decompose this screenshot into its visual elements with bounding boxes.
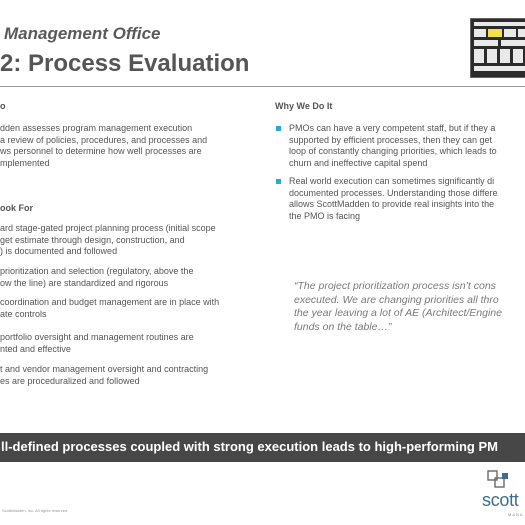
bullet-line: churn and ineffective capital spend bbox=[289, 157, 428, 168]
left-column-heading: o bbox=[0, 101, 6, 111]
scottmadden-logo-icon bbox=[487, 470, 517, 490]
title-divider bbox=[0, 86, 525, 87]
why-bullet bbox=[289, 176, 497, 222]
right-column-heading: Why We Do It bbox=[275, 101, 333, 111]
slide-title: 2: Process Evaluation bbox=[0, 50, 250, 77]
item-line: ow the line) are standardized and rigorous bbox=[0, 277, 169, 288]
logo-tagline: MANA bbox=[508, 512, 524, 517]
intro-line: ws personnel to determine how well processes are bbox=[0, 146, 202, 156]
look-for-item bbox=[0, 223, 216, 258]
bullet-line: loop of constantly changing priorities, which leads to bbox=[289, 146, 497, 156]
item-line: es are proceduralized and followed bbox=[0, 375, 140, 386]
key-message-banner bbox=[0, 433, 525, 462]
intro-line: dden assesses program management execution bbox=[0, 123, 193, 133]
quote-line: “The project prioritization process isn’t cons bbox=[294, 280, 496, 292]
why-bullet bbox=[289, 123, 497, 169]
item-line: coordination and budget management are in place with bbox=[0, 297, 220, 307]
bullet-marker-icon bbox=[276, 126, 281, 131]
item-line: nted and effective bbox=[0, 343, 71, 354]
bullet-line: supported by efficient processes, then they can get bbox=[289, 134, 492, 145]
look-for-heading: ook For bbox=[0, 203, 33, 213]
bullet-line: PMOs can have a very competent staff, but if they a bbox=[289, 123, 496, 133]
scottmadden-logo bbox=[482, 470, 525, 520]
bullet-line: Real world execution can sometimes significantly di bbox=[289, 176, 495, 186]
quote-line: executed. We are changing priorities all thro bbox=[294, 293, 499, 306]
look-for-item bbox=[0, 364, 208, 387]
look-for-item bbox=[0, 332, 194, 355]
bullet-line: allows ScottMadden to provide real insights into the bbox=[289, 199, 495, 209]
bullet-line: documented processes. Understanding those differe bbox=[289, 187, 498, 198]
intro-paragraph bbox=[0, 123, 207, 169]
copyright-notice: ScottMadden, Inc. All rights reserved. bbox=[2, 508, 69, 513]
item-line: ard stage-gated project planning process (initial scope bbox=[0, 223, 216, 233]
intro-line: a review of policies, procedures, and processes and bbox=[0, 134, 208, 145]
quote-line: funds on the table…” bbox=[294, 320, 392, 333]
quote-line: the year leaving a lot of AE (Architect/Engine bbox=[294, 307, 502, 319]
banner-text: ll-defined processes coupled with strong execution leads to high-performing PM bbox=[1, 439, 498, 454]
look-for-item bbox=[0, 297, 219, 320]
item-line: prioritization and selection (regulatory, above the bbox=[0, 266, 194, 276]
bullet-marker-icon bbox=[276, 179, 281, 184]
item-line: get estimate through design, construction, and bbox=[0, 234, 185, 245]
item-line: ) is documented and followed bbox=[0, 246, 118, 256]
look-for-item bbox=[0, 266, 193, 289]
slide-subtitle: Management Office bbox=[4, 24, 161, 43]
logo-wordmark: scott bbox=[482, 490, 519, 510]
intro-line: mplemented bbox=[0, 157, 50, 168]
item-line: ate controls bbox=[0, 308, 47, 319]
client-quote bbox=[294, 280, 502, 334]
framework-thumbnail bbox=[470, 18, 525, 78]
bullet-line: the PMO is facing bbox=[289, 210, 361, 221]
item-line: portfolio oversight and management routines are bbox=[0, 332, 194, 342]
item-line: t and vendor management oversight and contracting bbox=[0, 364, 209, 374]
